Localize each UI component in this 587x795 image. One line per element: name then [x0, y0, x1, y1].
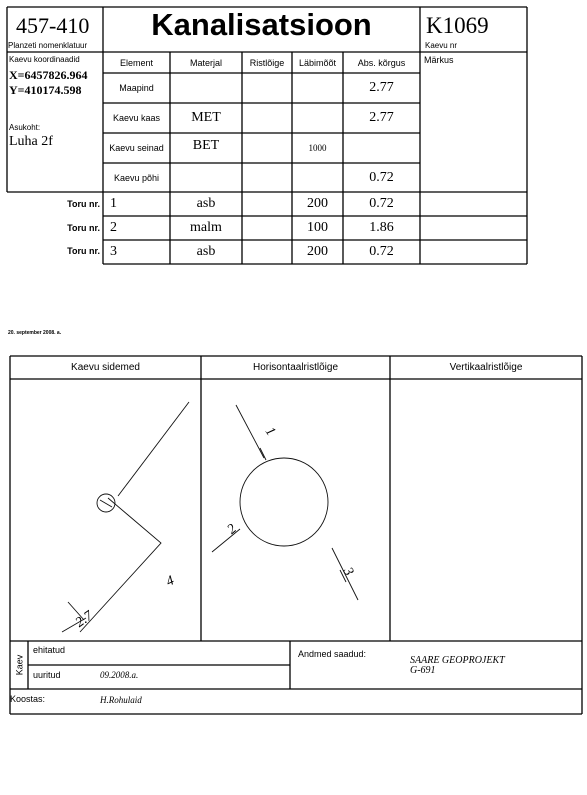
pipe-material: malm [190, 220, 222, 235]
row-element: Kaevu seinad [109, 143, 164, 153]
pipe-1-line [236, 405, 264, 458]
row-height: 2.77 [369, 80, 394, 95]
panel-title-horizontal: Horisontaalristlõige [252, 362, 339, 373]
col-header-notes: Märkus [424, 55, 454, 65]
well-label: Kaevu nr [425, 41, 458, 50]
row-height: 2.77 [369, 110, 394, 125]
pipe-diameter: 200 [307, 196, 328, 211]
surveyed-label: uuritud [33, 670, 61, 680]
tie-measure-b: 2.7 [72, 608, 96, 631]
col-header-material: Materjal [189, 57, 222, 68]
col-header-element: Element [119, 57, 154, 68]
col-header-cross-section: Ristlõige [249, 57, 285, 68]
tie-measure-a: 4 [163, 573, 177, 590]
pipe-number: 1 [110, 196, 117, 211]
panel-title-connections: Kaevu sidemed [71, 362, 140, 373]
pipe-height: 0.72 [369, 196, 394, 211]
date-note: 20. september 2008. a. [8, 330, 62, 336]
row-element: Kaevu põhi [113, 172, 160, 183]
pipe-label: Toru nr. [67, 199, 100, 209]
author-label: Koostas: [10, 694, 46, 704]
side-label: Kaev [14, 654, 25, 676]
data-source: SAARE GEOPROJEKT [410, 655, 505, 666]
surveyed-value: 09.2008.a. [100, 670, 139, 680]
pipe-3-label: 3 [339, 564, 357, 579]
row-material: MET [191, 110, 221, 125]
pipe-label: Toru nr. [67, 246, 100, 256]
row-element: Kaevu kaas [112, 113, 161, 123]
pipe-label: Toru nr. [67, 223, 100, 233]
col-header-diameter: Läbimõõt [298, 57, 337, 68]
coord-y: Y=410174.598 [9, 83, 82, 97]
location-value: Luha 2f [9, 134, 53, 149]
well-circle [240, 458, 328, 546]
coords-label: Kaevu koordinaadid [9, 55, 80, 64]
pipe-material: asb [196, 244, 216, 259]
planset-label: Planzeti nomenklatuur [8, 41, 88, 50]
coord-x: X=6457826.964 [9, 68, 88, 82]
tie-line-bottom [80, 498, 161, 632]
page-title: Kanalisatsioon [151, 7, 372, 42]
side-label-wrap [10, 641, 28, 689]
location-label: Asukoht: [9, 123, 41, 132]
planset-number: 457-410 [16, 13, 90, 38]
data-code: G-691 [410, 665, 436, 676]
built-label: ehitatud [33, 645, 66, 655]
panel-title-vertical: Vertikaalristlõige [449, 362, 523, 373]
row-diameter: 1000 [308, 143, 327, 153]
tie-line-top [118, 402, 189, 496]
row-height: 0.72 [369, 169, 394, 185]
pipe-height: 1.86 [369, 220, 394, 235]
pipe-diameter: 100 [307, 220, 328, 235]
pipe-2-label: 2 [224, 521, 240, 538]
row-material: BET [192, 138, 220, 153]
data-source-label: Andmed saadud: [298, 649, 367, 659]
pipe-height: 0.72 [369, 244, 394, 259]
author-value: H.Rohulaid [100, 695, 142, 705]
pipe-diameter: 200 [307, 244, 328, 259]
well-number: K1069 [426, 13, 489, 38]
pipe-1-label: 1 [261, 424, 279, 439]
col-header-height: Abs. kõrgus [357, 57, 406, 68]
pipe-number: 2 [110, 220, 117, 235]
pipe-number: 3 [110, 244, 117, 259]
row-element: Maapind [119, 83, 154, 93]
pipe-material: asb [196, 196, 216, 211]
